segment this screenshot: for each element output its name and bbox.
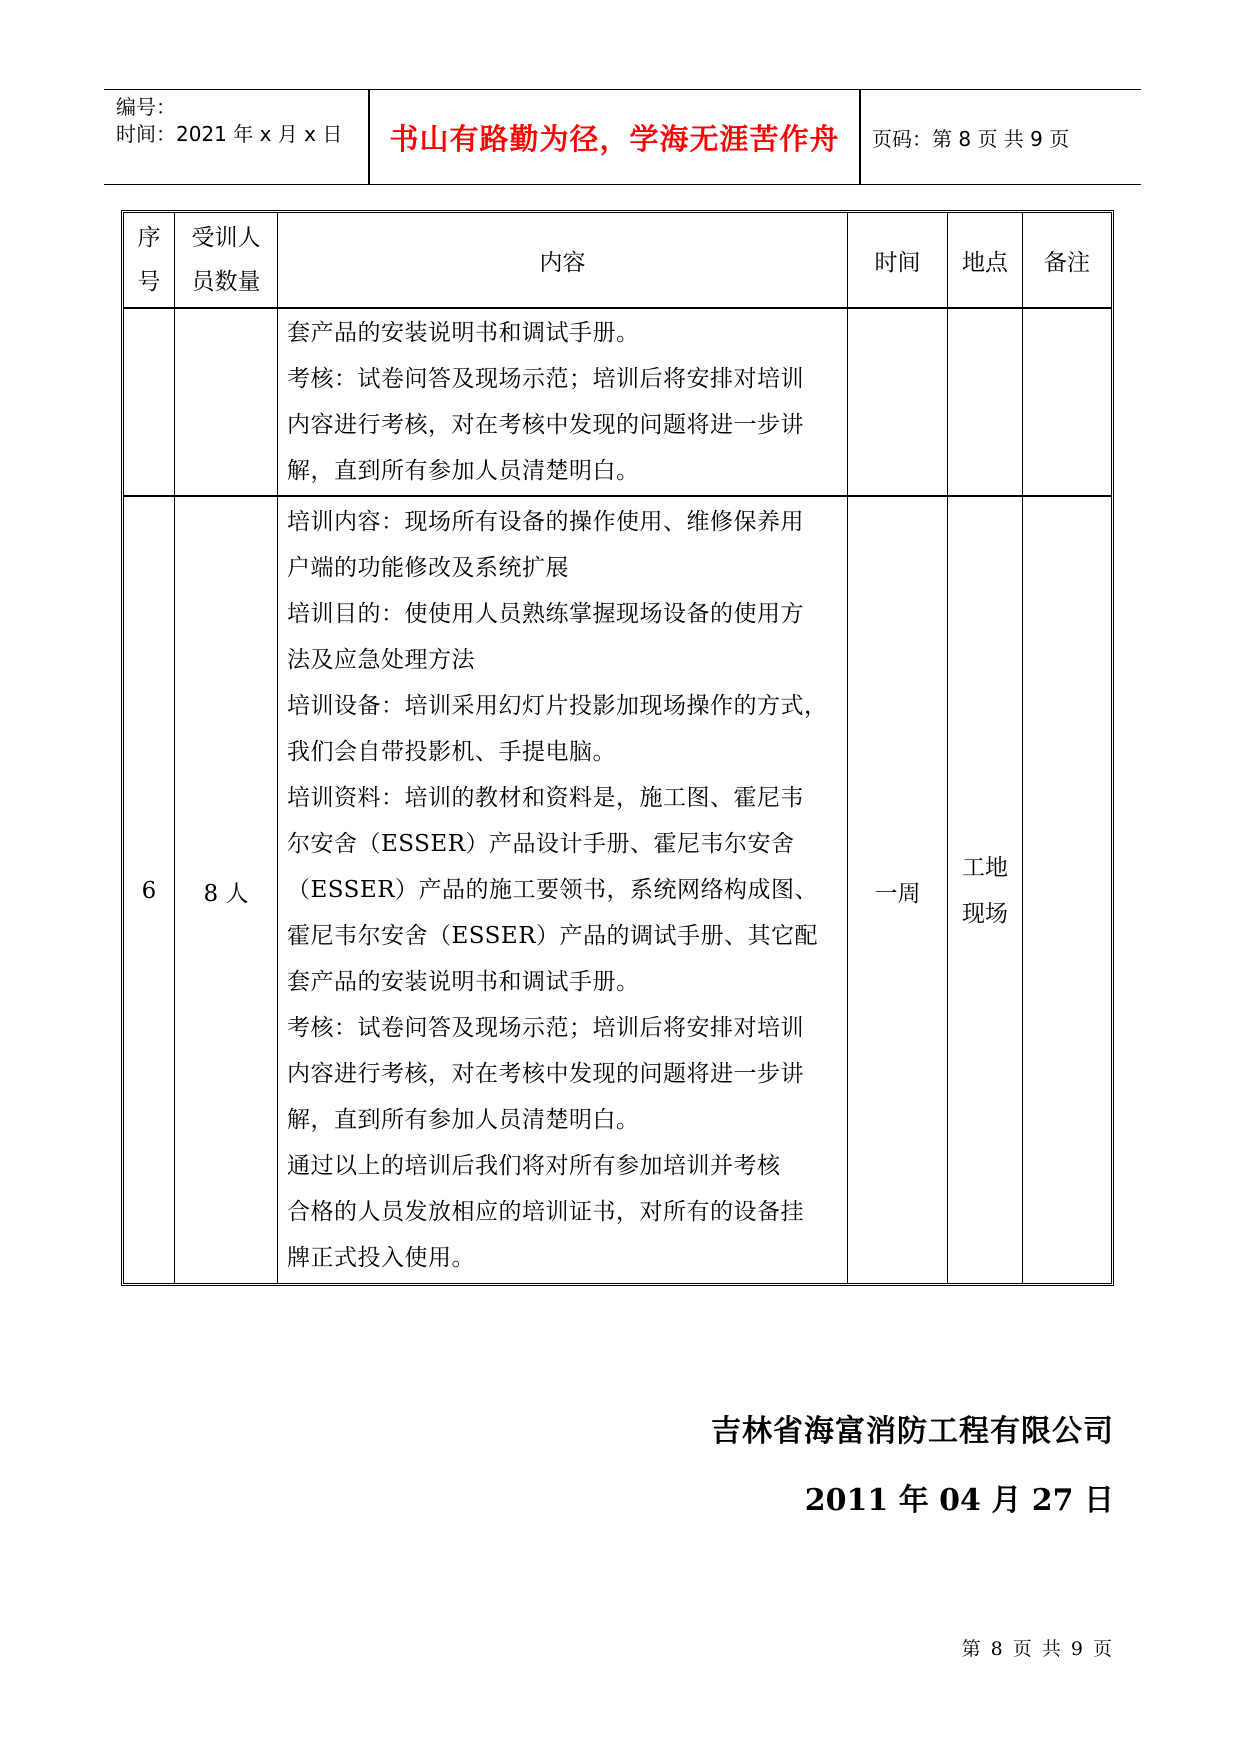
header-trainees-line2: 员数量 [191, 269, 261, 295]
row-divider [124, 307, 1111, 309]
row6-remarks [1023, 497, 1111, 1285]
header-content: 内容 [539, 249, 586, 276]
content-line: 培训目的：使使用人员熟练掌握现场设备的使用方 [287, 601, 804, 627]
content-line: 考核：试卷问答及现场示范；培训后将安排对培训 [287, 1015, 804, 1041]
header-page-info: 页码：第 8 页 共 9 页 [872, 126, 1070, 151]
content-line: 套产品的安装说明书和调试手册。 [287, 969, 640, 995]
content-line: 我们会自带投影机、手提电脑。 [287, 739, 616, 765]
header-meta [116, 94, 366, 148]
row6-location [948, 497, 1022, 1285]
content-line: 培训设备：培训采用幻灯片投影加现场操作的方式， [287, 693, 828, 719]
content-line: 尔安舍（ESSER）产品设计手册、霍尼韦尔安舍 [287, 831, 795, 857]
content-line: 解，直到所有参加人员清楚明白。 [287, 1107, 640, 1133]
serial-label: 编号： [116, 95, 176, 119]
training-table [121, 210, 1114, 1286]
header-divider [859, 90, 861, 184]
content-line: 解，直到所有参加人员清楚明白。 [287, 458, 640, 484]
content-line: 户端的功能修改及系统扩展 [287, 555, 569, 581]
row6-seq: 6 [141, 878, 157, 904]
header-seq-line2: 号 [137, 269, 161, 295]
continued-row-content [287, 310, 845, 494]
header-seq [124, 213, 174, 307]
content-line: 法及应急处理方法 [287, 647, 475, 673]
content-line: 培训内容：现场所有设备的操作使用、维修保养用 [287, 509, 804, 535]
header-trainees [175, 213, 277, 307]
content-line: 培训资料：培训的教材和资料是，施工图、霍尼韦 [287, 785, 804, 811]
content-line: 牌正式投入使用。 [287, 1245, 475, 1271]
row6-time: 一周 [874, 880, 921, 907]
page-header [104, 89, 1141, 185]
row6-location-line2: 现场 [962, 901, 1008, 927]
header-trainees-line1: 受训人 [191, 225, 261, 251]
content-line: 霍尼韦尔安舍（ESSER）产品的调试手册、其它配 [287, 923, 819, 949]
content-line: 考核：试卷问答及现场示范；培训后将安排对培训 [287, 366, 804, 392]
header-time: 时间 [874, 249, 921, 276]
content-line: 内容进行考核，对在考核中发现的问题将进一步讲 [287, 412, 804, 438]
header-seq-line1: 序 [137, 225, 161, 251]
content-line: 通过以上的培训后我们将对所有参加培训并考核 [287, 1153, 781, 1179]
row6-trainees: 8 人 [203, 880, 249, 907]
company-name: 吉林省海富消防工程有限公司 [711, 1414, 1114, 1449]
header-remarks: 备注 [1044, 249, 1090, 276]
row6-location-line1: 工地 [962, 855, 1008, 881]
row6-content [287, 499, 845, 1281]
header-location: 地点 [962, 249, 1008, 276]
page-footer: 第 8 页 共 9 页 [961, 1638, 1114, 1660]
column-divider [277, 213, 278, 1283]
time-line: 时间：2021 年 x 月 x 日 [116, 122, 343, 146]
content-line: （ESSER）产品的施工要领书，系统网络构成图、 [287, 877, 819, 903]
header-motto: 书山有路勤为径，学海无涯苦作舟 [389, 121, 840, 156]
signature-date: 2011 年 04 月 27 日 [804, 1483, 1114, 1518]
content-line: 合格的人员发放相应的培训证书，对所有的设备挂 [287, 1199, 804, 1225]
content-line: 套产品的安装说明书和调试手册。 [287, 320, 640, 346]
content-line: 内容进行考核，对在考核中发现的问题将进一步讲 [287, 1061, 804, 1087]
